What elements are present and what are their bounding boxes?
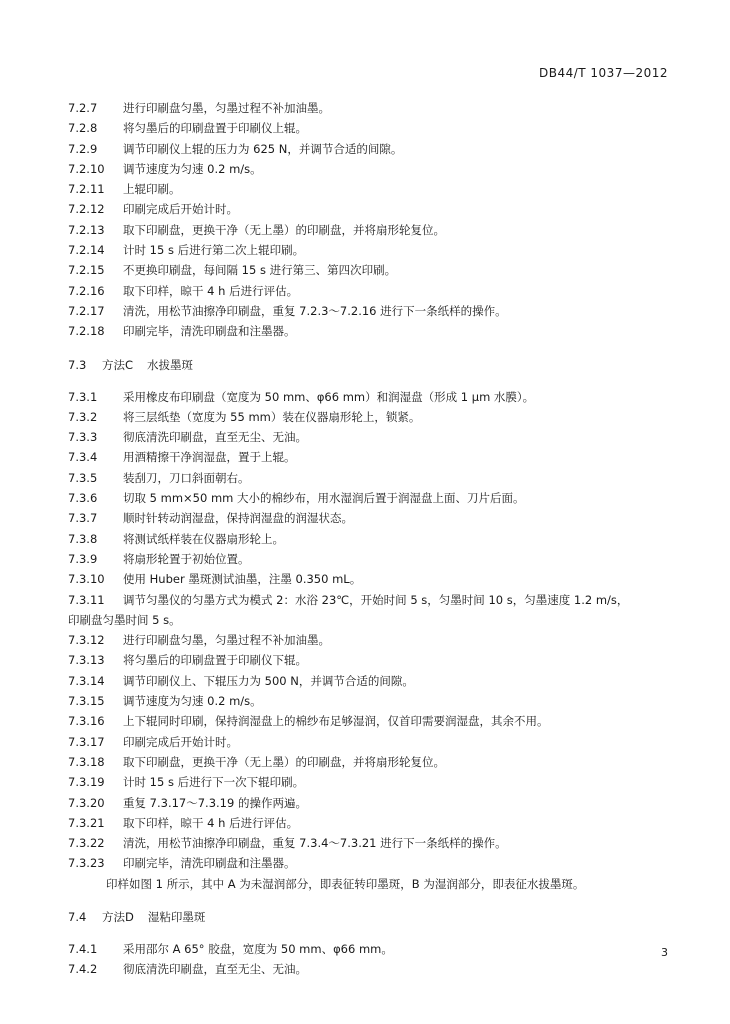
clause-text: 使用 Huber 墨斑测试油墨，注墨 0.350 mL。 bbox=[123, 572, 362, 587]
clause-number: 7.3.1 bbox=[68, 389, 98, 404]
section-title: 湿粘印墨斑 bbox=[147, 909, 206, 924]
clause-number: 7.2.15 bbox=[68, 263, 105, 278]
section-number: 7.3 bbox=[68, 357, 87, 372]
clause-item bbox=[68, 959, 676, 979]
clause-number: 7.3.16 bbox=[68, 714, 105, 729]
clause-number: 7.3.20 bbox=[68, 795, 105, 810]
section-heading-method-c bbox=[68, 355, 676, 375]
clause-number: 7.3.2 bbox=[68, 409, 98, 424]
clause-text: 调节匀墨仪的匀墨方式为模式 2：水浴 23℃，开始时间 5 s，匀墨时间 10 s，匀墨速度 1.2 m/s， bbox=[123, 592, 629, 607]
clause-item bbox=[68, 732, 676, 752]
clause-text: 重复 7.3.17～7.3.19 的操作两遍。 bbox=[123, 795, 307, 810]
clause-item bbox=[68, 281, 676, 301]
clause-number: 7.3.18 bbox=[68, 754, 105, 769]
clause-number: 7.3.8 bbox=[68, 531, 98, 546]
clause-number: 7.3.7 bbox=[68, 511, 98, 526]
clause-item bbox=[68, 427, 676, 447]
clause-item bbox=[68, 301, 676, 321]
clause-text: 上辊印刷。 bbox=[123, 182, 181, 197]
clause-item bbox=[68, 447, 676, 467]
clause-number: 7.4.2 bbox=[68, 962, 98, 977]
clause-number: 7.3.12 bbox=[68, 633, 105, 648]
clause-text: 计时 15 s 后进行第二次上辊印刷。 bbox=[123, 243, 305, 258]
clause-number: 7.3.15 bbox=[68, 694, 105, 709]
clause-number: 7.2.16 bbox=[68, 283, 105, 298]
clause-item bbox=[68, 650, 676, 670]
clause-number: 7.3.22 bbox=[68, 836, 105, 851]
clause-text: 调节速度为匀速 0.2 m/s。 bbox=[123, 161, 262, 176]
section-method-name: 方法D bbox=[102, 909, 134, 924]
body-paragraph: 印样如图 1 所示，其中 A 为未湿润部分，即表征转印墨斑，B 为湿润部分，即表征水拔墨斑。 bbox=[106, 876, 585, 891]
section-title: 水拔墨斑 bbox=[147, 357, 194, 372]
clause-number: 7.2.12 bbox=[68, 202, 105, 217]
clause-text: 印刷完成后开始计时。 bbox=[123, 202, 238, 217]
clause-number: 7.2.8 bbox=[68, 121, 98, 136]
clause-number: 7.2.11 bbox=[68, 182, 105, 197]
clause-number: 7.3.3 bbox=[68, 430, 98, 445]
clause-item bbox=[68, 240, 676, 260]
clause-number: 7.3.5 bbox=[68, 470, 98, 485]
clause-item bbox=[68, 793, 676, 813]
clause-text: 取下印样，晾干 4 h 后进行评估。 bbox=[123, 815, 299, 830]
clause-text: 清洗，用松节油擦净印刷盘，重复 7.2.3～7.2.16 进行下一条纸样的操作。 bbox=[123, 303, 507, 318]
clause-item bbox=[68, 813, 676, 833]
clause-continuation: 印刷盘匀墨时间 5 s。 bbox=[68, 612, 181, 627]
list-section-7-3 bbox=[68, 387, 676, 894]
page-number: 3 bbox=[661, 946, 668, 959]
clause-text: 印刷完毕，清洗印刷盘和注墨器。 bbox=[123, 856, 296, 871]
clause-text: 装刮刀，刀口斜面朝右。 bbox=[123, 470, 250, 485]
clause-number: 7.3.21 bbox=[68, 815, 105, 830]
clause-text: 调节速度为匀速 0.2 m/s。 bbox=[123, 694, 262, 709]
document-body bbox=[68, 98, 676, 980]
clause-number: 7.3.14 bbox=[68, 673, 105, 688]
clause-number: 7.2.14 bbox=[68, 243, 105, 258]
clause-text: 清洗，用松节油擦净印刷盘，重复 7.3.4～7.3.21 进行下一条纸样的操作。 bbox=[123, 836, 507, 851]
clause-number: 7.3.13 bbox=[68, 653, 105, 668]
clause-number: 7.2.17 bbox=[68, 303, 105, 318]
section-heading-method-d bbox=[68, 907, 676, 927]
clause-item bbox=[68, 549, 676, 569]
clause-text: 采用橡皮布印刷盘（宽度为 50 mm、φ66 mm）和润湿盘（形成 1 μm 水膜）。 bbox=[123, 389, 535, 404]
list-section-7-2 bbox=[68, 98, 676, 342]
clause-item bbox=[68, 139, 676, 159]
section-number: 7.4 bbox=[68, 909, 87, 924]
clause-number: 7.3.19 bbox=[68, 775, 105, 790]
clause-item bbox=[68, 468, 676, 488]
clause-text: 将匀墨后的印刷盘置于印刷仪上辊。 bbox=[123, 121, 307, 136]
clause-text: 计时 15 s 后进行下一次下辊印刷。 bbox=[123, 775, 305, 790]
clause-item bbox=[68, 569, 676, 589]
clause-item bbox=[68, 159, 676, 179]
clause-number: 7.3.11 bbox=[68, 592, 105, 607]
clause-text: 彻底清洗印刷盘，直至无尘、无油。 bbox=[123, 430, 307, 445]
clause-text: 印刷完成后开始计时。 bbox=[123, 734, 238, 749]
clause-item bbox=[68, 220, 676, 240]
clause-number: 7.2.7 bbox=[68, 101, 98, 115]
clause-item bbox=[68, 199, 676, 219]
clause-text: 调节印刷仪上、下辊压力为 500 N，并调节合适的间隙。 bbox=[123, 673, 414, 688]
clause-item bbox=[68, 691, 676, 711]
clause-item bbox=[68, 853, 676, 873]
clause-text: 顺时针转动润湿盘，保持润湿盘的润湿状态。 bbox=[123, 511, 353, 526]
section-method-name: 方法C bbox=[102, 357, 134, 372]
clause-text: 将匀墨后的印刷盘置于印刷仪下辊。 bbox=[123, 653, 307, 668]
clause-text: 切取 5 mm×50 mm 大小的棉纱布，用水湿润后置于润湿盘上面、刀片后面。 bbox=[123, 491, 525, 506]
clause-item bbox=[68, 407, 676, 427]
clause-item bbox=[68, 833, 676, 853]
clause-item bbox=[68, 752, 676, 772]
document-code: DB44/T 1037—2012 bbox=[538, 66, 668, 80]
clause-text: 上下辊同时印刷，保持润湿盘上的棉纱布足够湿润，仅首印需要润湿盘，其余不用。 bbox=[123, 714, 549, 729]
clause-text: 将测试纸样装在仪器扇形轮上。 bbox=[123, 531, 284, 546]
clause-item bbox=[68, 671, 676, 691]
clause-item bbox=[68, 118, 676, 138]
clause-item bbox=[68, 387, 676, 407]
clause-number: 7.3.10 bbox=[68, 572, 105, 587]
clause-text: 取下印刷盘，更换干净（无上墨）的印刷盘，并将扇形轮复位。 bbox=[123, 754, 445, 769]
clause-item bbox=[68, 488, 676, 508]
clause-text: 将三层纸垫（宽度为 55 mm）装在仪器扇形轮上，锁紧。 bbox=[123, 409, 421, 424]
clause-item bbox=[68, 939, 676, 959]
clause-text: 进行印刷盘匀墨，匀墨过程不补加油墨。 bbox=[123, 101, 330, 115]
clause-number: 7.3.9 bbox=[68, 551, 98, 566]
clause-number: 7.2.13 bbox=[68, 222, 105, 237]
clause-number: 7.3.17 bbox=[68, 734, 105, 749]
clause-text: 取下印样，晾干 4 h 后进行评估。 bbox=[123, 283, 299, 298]
clause-number: 7.2.18 bbox=[68, 324, 105, 339]
clause-text: 不更换印刷盘，每间隔 15 s 进行第三、第四次印刷。 bbox=[123, 263, 397, 278]
clause-item bbox=[68, 321, 676, 341]
clause-item bbox=[68, 630, 676, 650]
clause-text: 用酒精擦干净润湿盘，置于上辊。 bbox=[123, 450, 296, 465]
clause-item bbox=[68, 98, 676, 118]
clause-number: 7.3.6 bbox=[68, 491, 98, 506]
clause-number: 7.2.10 bbox=[68, 161, 105, 176]
clause-text: 调节印刷仪上辊的压力为 625 N，并调节合适的间隙。 bbox=[123, 141, 403, 156]
clause-text: 彻底清洗印刷盘，直至无尘、无油。 bbox=[123, 962, 307, 977]
clause-item bbox=[68, 260, 676, 280]
clause-number: 7.2.9 bbox=[68, 141, 98, 156]
clause-item bbox=[68, 529, 676, 549]
clause-text: 进行印刷盘匀墨，匀墨过程不补加油墨。 bbox=[123, 633, 330, 648]
clause-item bbox=[68, 179, 676, 199]
clause-number: 7.3.23 bbox=[68, 856, 105, 871]
clause-text: 取下印刷盘，更换干净（无上墨）的印刷盘，并将扇形轮复位。 bbox=[123, 222, 445, 237]
clause-item bbox=[68, 772, 676, 792]
clause-item bbox=[68, 590, 676, 610]
clause-number: 7.4.1 bbox=[68, 941, 98, 956]
list-section-7-4 bbox=[68, 939, 676, 980]
clause-item bbox=[68, 508, 676, 528]
clause-number: 7.3.4 bbox=[68, 450, 98, 465]
clause-item bbox=[68, 711, 676, 731]
clause-text: 采用邵尔 A 65° 胶盘，宽度为 50 mm、φ66 mm。 bbox=[123, 941, 393, 956]
clause-text: 将扇形轮置于初始位置。 bbox=[123, 551, 250, 566]
clause-text: 印刷完毕，清洗印刷盘和注墨器。 bbox=[123, 324, 296, 339]
